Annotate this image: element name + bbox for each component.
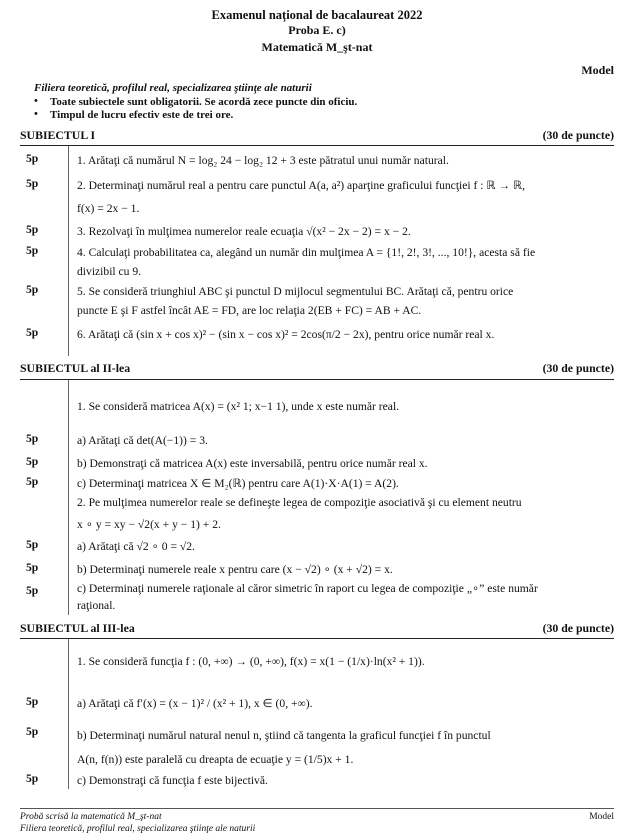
line: c) Demonstraţi că funcţia f este bijectivă.	[77, 774, 268, 787]
item-points: 5p	[26, 695, 39, 708]
line: puncte E şi F astfel încât AE = FD, are loc relaţia 2(EB + FC) = AB + AC.	[77, 304, 422, 317]
line: 4. Calculaţi probabilitatea ca, alegând un număr din mulţimea A = {1!, 2!, 3!, ..., 10!}, acesta să fie	[77, 246, 536, 259]
item-points: 5p	[26, 283, 39, 296]
line: 6. Arătaţi că (sin x + cos x)² − (sin x − cos x)² = 2cos(π/2 − 2x), pentru orice număr real x.	[77, 328, 495, 341]
line: 2. Determinaţi numărul real a pentru care punctul A(a, a²) aparţine graficului funcţiei f : ℝ → ℝ,	[77, 179, 526, 192]
line: 5. Se consideră triunghiul ABC şi punctul D mijlocul segmentului BC. Arătaţi că, pentru orice	[77, 285, 514, 298]
item-points: 5p	[26, 223, 39, 236]
problem-1-5	[77, 282, 581, 320]
exam-title: Examenul național de bacalaureat 2022	[211, 8, 423, 22]
section-title: SUBIECTUL I	[20, 128, 96, 142]
divider	[20, 638, 614, 639]
footer-model: Model	[589, 812, 614, 822]
line: x ∘ y = xy − √2(x + y − 1) + 2.	[77, 518, 221, 531]
problem-3-1a	[77, 694, 581, 713]
line: b) Determinaţi numărul natural nenul n, ştiind că tangenta la graficul funcţiei f în punctul	[77, 729, 491, 742]
problem-1-1	[77, 151, 581, 170]
item-points: 5p	[26, 584, 39, 597]
line: a) Arătaţi că f′(x) = (x − 1)² / (x² + 1), x ∈ (0, +∞).	[77, 697, 313, 710]
bullet-icon: •	[34, 108, 38, 120]
footer-line-2: Filiera teoretică, profilul real, specializarea ştiinţe ale naturii	[20, 824, 256, 834]
problem-3-1b	[77, 724, 581, 772]
item-points: 5p	[26, 455, 39, 468]
section-3-header	[20, 621, 614, 636]
problem-2-1a	[77, 431, 581, 450]
item-points: 5p	[26, 538, 39, 551]
item-points: 5p	[26, 772, 39, 785]
section-points: (30 de puncte)	[542, 128, 614, 142]
points-column-rule	[68, 639, 69, 789]
problem-2-1c	[77, 474, 581, 493]
footer-line-1: Probă scrisă la matematică M_şt-nat	[20, 812, 162, 822]
bullet-1: Toate subiectele sunt obligatorii. Se acordă zece puncte din oficiu.	[50, 96, 358, 108]
filiera-text: Filiera teoretică, profilul real, specializarea ştiinţe ale naturii	[34, 82, 312, 94]
section-1-header	[20, 128, 614, 143]
line: b) Demonstraţi că matricea A(x) este inversabilă, pentru orice număr real x.	[77, 457, 428, 470]
points-column-rule	[68, 146, 69, 356]
model-label: Model	[581, 63, 614, 77]
section-points: (30 de puncte)	[542, 621, 614, 635]
line: a) Arătaţi că √2 ∘ 0 = √2.	[77, 540, 195, 553]
item-points: 5p	[26, 177, 39, 190]
problem-1-6	[77, 325, 581, 344]
line: c) Determinaţi matricea X ∈ M₂(ℝ) pentru care A(1)·X·A(1) = A(2).	[77, 477, 399, 490]
line: 3. Rezolvaţi în mulţimea numerelor reale ecuaţia √(x² − 2x − 2) = x − 2.	[77, 225, 411, 238]
section-title: SUBIECTUL al II-lea	[20, 361, 131, 375]
problem-2-2	[77, 493, 581, 534]
problem-2-2b	[77, 560, 581, 579]
item-points: 5p	[26, 725, 39, 738]
problem-2-2a	[77, 537, 581, 556]
line: 1. Arătaţi că numărul N = log₂ 24 − log₂ 12 + 3 este pătratul unui număr natural.	[77, 154, 449, 167]
line: 1. Se consideră matricea A(x) = (x² 1; x−1 1), unde x este număr real.	[77, 400, 400, 413]
line: raţional.	[77, 599, 116, 612]
divider	[20, 379, 614, 380]
problem-3-1c	[77, 771, 581, 790]
problem-2-1	[77, 397, 581, 416]
problem-1-3	[77, 222, 581, 241]
section-2-header	[20, 361, 614, 376]
item-points: 5p	[26, 152, 39, 165]
line: divizibil cu 9.	[77, 265, 142, 278]
exam-subject: Matematică M_şt-nat	[261, 40, 373, 54]
problem-2-1b	[77, 454, 581, 473]
problem-3-1	[77, 652, 581, 671]
exam-proba: Proba E. c)	[288, 23, 346, 37]
line: A(n, f(n)) este paralelă cu dreapta de ecuaţie y = (1/5)x + 1.	[77, 753, 354, 766]
item-points: 5p	[26, 244, 39, 257]
section-points: (30 de puncte)	[542, 361, 614, 375]
problem-1-4	[77, 243, 581, 281]
problem-2-2c	[77, 580, 581, 614]
divider	[20, 145, 614, 146]
section-title: SUBIECTUL al III-lea	[20, 621, 135, 635]
problem-1-2	[77, 176, 581, 218]
footer-divider	[20, 808, 614, 809]
bullet-icon: •	[34, 95, 38, 107]
points-column-rule	[68, 380, 69, 615]
line: b) Determinaţi numerele reale x pentru care (x − √2) ∘ (x + √2) = x.	[77, 563, 393, 576]
line: c) Determinaţi numerele raţionale al căror simetric în raport cu legea de compoziţie „∘” este număr	[77, 582, 538, 595]
line: a) Arătaţi că det(A(−1)) = 3.	[77, 434, 208, 447]
item-points: 5p	[26, 326, 39, 339]
item-points: 5p	[26, 475, 39, 488]
line: f(x) = 2x − 1.	[77, 202, 140, 215]
line: 1. Se consideră funcţia f : (0, +∞) → (0, +∞), f(x) = x(1 − (1/x)·ln(x² + 1)).	[77, 655, 425, 668]
bullet-2: Timpul de lucru efectiv este de trei ore.	[50, 109, 234, 121]
line: 2. Pe mulţimea numerelor reale se defineşte legea de compoziţie asociativă şi cu element neutru	[77, 496, 522, 509]
item-points: 5p	[26, 561, 39, 574]
item-points: 5p	[26, 432, 39, 445]
